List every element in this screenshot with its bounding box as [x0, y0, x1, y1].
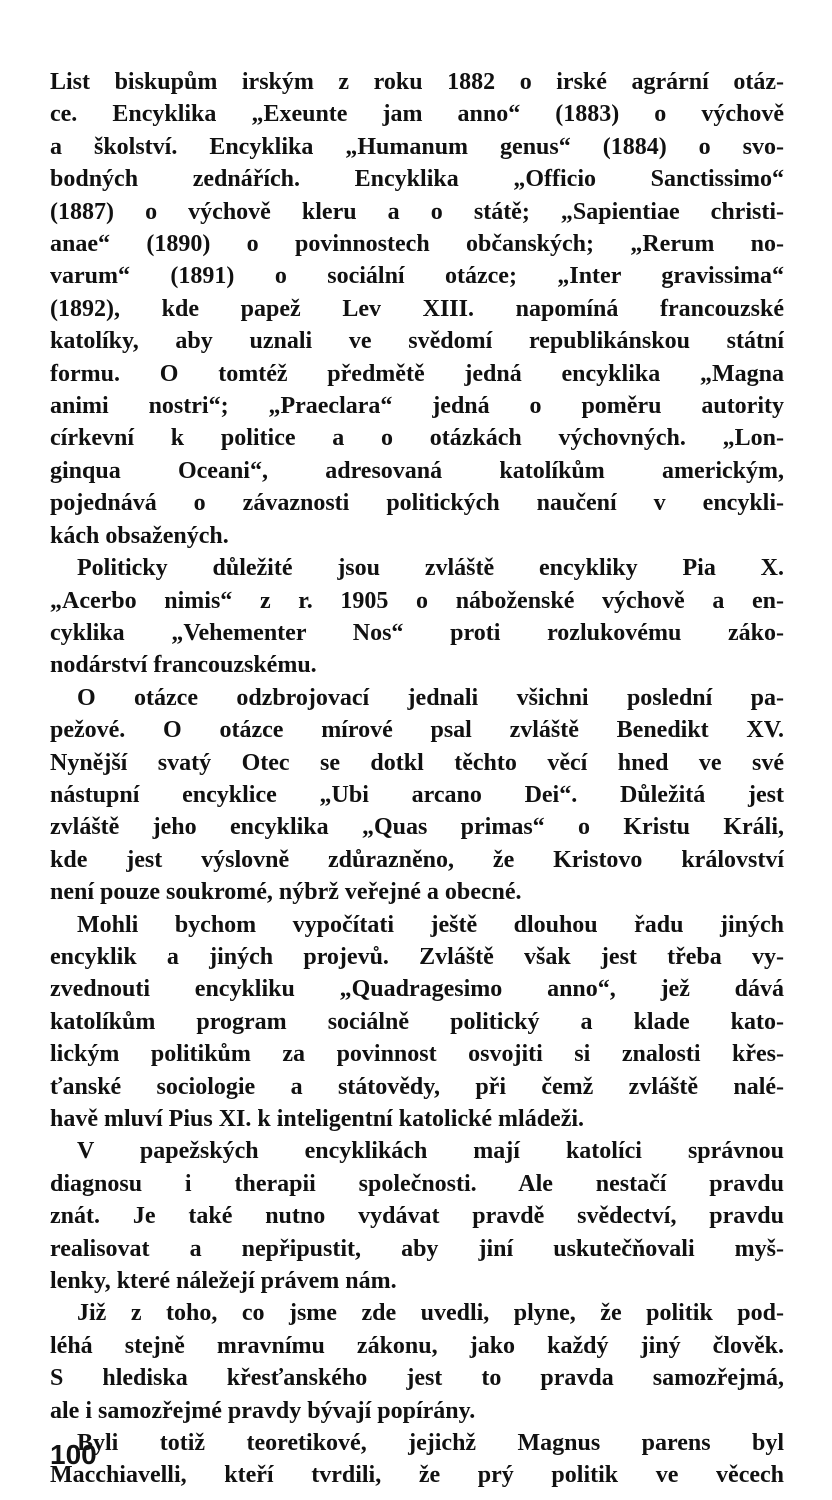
- text-line: varum“ (1891) o sociální otázce; „Inter gravissima“: [50, 263, 784, 290]
- paragraph: [50, 909, 784, 1136]
- text-line: O otázce odzbrojovací jednali všichni poslední pa-: [77, 684, 784, 711]
- text-line: „Acerbo nimis“ z r. 1905 o náboženské výchově a en-: [50, 587, 784, 614]
- text-line: diagnosu i therapii společnosti. Ale nestačí pravdu: [50, 1170, 784, 1197]
- text-line: anae“ (1890) o povinnostech občanských; „Rerum no-: [50, 231, 784, 258]
- text-line: zvednouti encykliku „Quadragesimo anno“, jež dává: [50, 976, 784, 1003]
- text-line: ginqua Oceani“, adresovaná katolíkům americkým,: [50, 457, 784, 484]
- text-line: církevní k politice a o otázkách výchovných. „Lon-: [50, 425, 784, 452]
- text-line: (1887) o výchově kleru a o státě; „Sapientiae christi-: [50, 198, 784, 225]
- text-line: lickým politikům za povinnost osvojiti si znalosti křes-: [50, 1041, 784, 1068]
- text-line: kách obsažených.: [50, 522, 229, 549]
- paragraph: [50, 1297, 784, 1427]
- text-line: Mohli bychom vypočítati ještě dlouhou řadu jiných: [77, 911, 784, 938]
- text-line: léhá stejně mravnímu zákonu, jako každý jiný člověk.: [50, 1332, 784, 1359]
- text-line: animi nostri“; „Praeclara“ jedná o poměru autority: [50, 393, 784, 420]
- page-number: 100: [50, 1439, 97, 1470]
- paragraph: [50, 1135, 784, 1297]
- paragraph: [50, 66, 784, 552]
- text-line: Politicky důležité jsou zvláště encykliky Pia X.: [77, 555, 784, 582]
- text-line: katolíkům program sociálně politický a klade kato-: [50, 1008, 784, 1035]
- text-line: encyklik a jiných projevů. Zvláště však jest třeba vy-: [50, 943, 784, 970]
- text-line: Již z toho, co jsme zde uvedli, plyne, že politik pod-: [77, 1300, 784, 1327]
- text-line: nástupní encyklice „Ubi arcano Dei“. Důležitá jest: [50, 781, 784, 808]
- paragraph: [50, 682, 784, 909]
- text-line: realisovat a nepřipustit, aby jiní uskutečňovali myš-: [50, 1235, 784, 1262]
- page-body: [50, 66, 784, 1492]
- text-line: nodárství francouzskému.: [50, 652, 317, 679]
- text-line: zvláště jeho encyklika „Quas primas“ o Kristu Králi,: [50, 814, 784, 841]
- text-line: V papežských encyklikách mají katolíci správnou: [77, 1138, 784, 1165]
- text-line: cyklika „Vehementer Nos“ proti rozlukovému záko-: [50, 619, 784, 646]
- text-line: a školství. Encyklika „Humanum genus“ (1884) o svo-: [50, 133, 784, 160]
- text-line: znát. Je také nutno vydávat pravdě svědectví, pravdu: [50, 1203, 784, 1230]
- text-line: Macchiavelli, kteří tvrdili, že prý politik ve věcech: [50, 1462, 784, 1489]
- text-line: katolíky, aby uznali ve svědomí republikánskou státní: [50, 328, 784, 355]
- paragraph: [50, 1427, 784, 1492]
- text-line: formu. O tomtéž předmětě jedná encyklika „Magna: [50, 360, 784, 387]
- text-line: bodných zednářích. Encyklika „Officio Sanctissimo“: [50, 166, 784, 193]
- text-line: Nynější svatý Otec se dotkl těchto věcí hned ve své: [50, 749, 784, 776]
- text-line: ťanské sociologie a státovědy, při čemž zvláště nalé-: [50, 1073, 784, 1100]
- text-line: pežové. O otázce mírové psal zvláště Benedikt XV.: [50, 717, 784, 744]
- text-line: lenky, které náležejí právem nám.: [50, 1268, 397, 1295]
- text-line: pojednává o závaznosti politických naučení v encykli-: [50, 490, 784, 517]
- text-line: List biskupům irským z roku 1882 o irské agrární otáz-: [50, 69, 784, 95]
- paragraph: [50, 552, 784, 682]
- text-line: není pouze soukromé, nýbrž veřejné a obecné.: [50, 879, 522, 906]
- text-line: Byli totiž teoretikové, jejichž Magnus parens byl: [77, 1430, 784, 1457]
- text-line: kde jest výslovně zdůrazněno, že Kristovo království: [50, 846, 784, 873]
- text-line: ale i samozřejmé pravdy bývají popírány.: [50, 1397, 476, 1424]
- text-line: ce. Encyklika „Exeunte jam anno“ (1883) o výchově: [50, 101, 784, 128]
- text-line: havě mluví Pius XI. k inteligentní katolické mládeži.: [50, 1106, 585, 1132]
- text-line: (1892), kde papež Lev XIII. napomíná francouzské: [50, 295, 784, 322]
- text-line: S hlediska křesťanského jest to pravda samozřejmá,: [50, 1365, 784, 1392]
